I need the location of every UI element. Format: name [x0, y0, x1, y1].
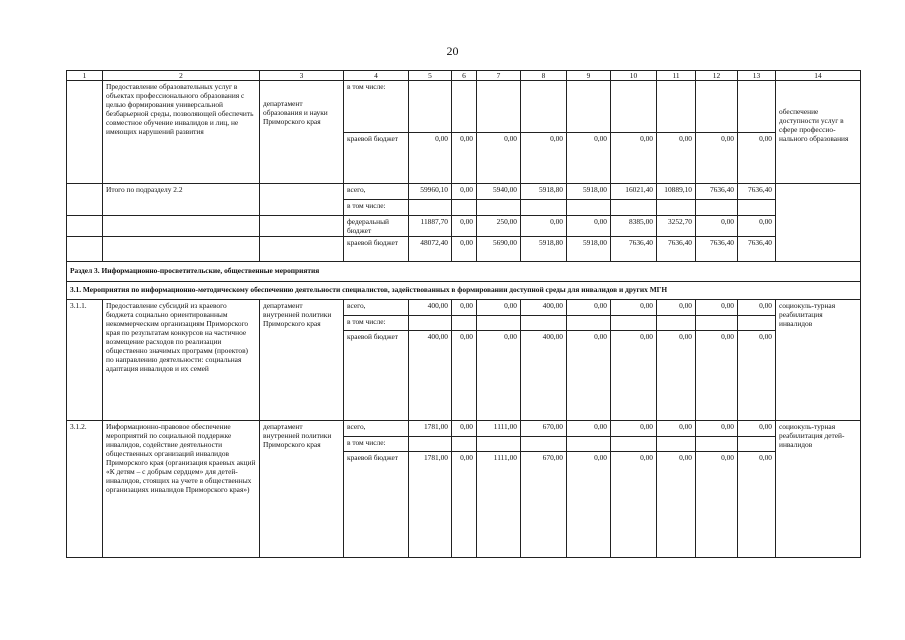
value-cell: 0,00	[696, 331, 738, 421]
value-cell: 5940,00	[477, 184, 521, 200]
program-table	[66, 70, 861, 558]
value-cell: 0,00	[738, 452, 776, 558]
result-cell: социокуль-турная реабилитация детей-инвалидов	[776, 421, 861, 558]
value-cell: 250,00	[477, 216, 521, 237]
value-cell: 0,00	[567, 331, 611, 421]
column-number-3: 3	[260, 71, 344, 81]
funding-label: всего,	[344, 421, 409, 437]
value-cell: 400,00	[521, 300, 567, 316]
value-cell: 0,00	[452, 331, 477, 421]
value-cell: 400,00	[409, 300, 452, 316]
column-number-4: 4	[344, 71, 409, 81]
funding-label: федеральный бюджет	[344, 216, 409, 237]
value-cell: 0,00	[452, 421, 477, 437]
value-cell: 1781,00	[409, 421, 452, 437]
value-cell: 670,00	[521, 452, 567, 558]
value-cell: 0,00	[452, 184, 477, 200]
value-cell: 0,00	[567, 132, 611, 184]
funding-label: краевой бюджет	[344, 331, 409, 421]
column-number-10: 10	[611, 71, 657, 81]
value-cell: 1111,00	[477, 452, 521, 558]
column-number-14: 14	[776, 71, 861, 81]
value-cell: 0,00	[696, 216, 738, 237]
result-cell: обеспечение доступности услуг в сфере профессио-нального образования	[776, 81, 861, 184]
table-row	[67, 300, 861, 316]
value-cell: 7636,40	[657, 237, 696, 262]
value-cell: 0,00	[696, 421, 738, 437]
column-number-row	[67, 71, 861, 81]
value-cell: 0,00	[738, 421, 776, 437]
value-cell: 59960,10	[409, 184, 452, 200]
value-cell: 0,00	[696, 300, 738, 316]
value-cell: 0,00	[738, 300, 776, 316]
value-cell: 5918,00	[567, 184, 611, 200]
value-cell: 0,00	[611, 452, 657, 558]
result-cell: социокуль-турная реабилитация инвалидов	[776, 300, 861, 421]
column-number-7: 7	[477, 71, 521, 81]
column-number-13: 13	[738, 71, 776, 81]
value-cell: 7636,40	[696, 237, 738, 262]
item-number: 3.1.1.	[67, 300, 103, 421]
table-row	[67, 421, 861, 437]
column-number-6: 6	[452, 71, 477, 81]
funding-label: в том числе:	[344, 316, 409, 331]
funding-label: краевой бюджет	[344, 132, 409, 184]
column-number-9: 9	[567, 71, 611, 81]
funding-label: в том числе:	[344, 81, 409, 133]
value-cell: 0,00	[696, 132, 738, 184]
value-cell: 0,00	[521, 216, 567, 237]
funding-label: краевой бюджет	[344, 237, 409, 262]
value-cell: 11887,70	[409, 216, 452, 237]
value-cell: 0,00	[477, 331, 521, 421]
funding-label: всего,	[344, 300, 409, 316]
value-cell: 8385,00	[611, 216, 657, 237]
executor-cell: департамент внутренней политики Приморского края	[260, 300, 344, 421]
section-row	[67, 262, 861, 282]
measure-description: Информационно-правовое обеспечение мероприятий по социальной поддержке инвалидов, содействие деятельности общественных организаций инвалидов Приморского края (организация краевых акций «К детям – с добрым сердцем» для детей-инвалидов, стоящих на учете в общественных организациях инвалидов Приморского края»)	[103, 421, 260, 558]
value-cell: 0,00	[696, 452, 738, 558]
funding-label: в том числе:	[344, 437, 409, 452]
value-cell: 0,00	[452, 216, 477, 237]
value-cell: 0,00	[611, 132, 657, 184]
value-cell: 1111,00	[477, 421, 521, 437]
value-cell: 5690,00	[477, 237, 521, 262]
value-cell: 0,00	[567, 452, 611, 558]
value-cell: 0,00	[657, 331, 696, 421]
column-number-1: 1	[67, 71, 103, 81]
table-row	[67, 81, 861, 133]
value-cell: 0,00	[611, 331, 657, 421]
value-cell: 0,00	[477, 132, 521, 184]
measure-description: Предоставление образовательных услуг в объектах профессионального образования с целью формирования универсальной безбарьерной среды, позволяющей обеспечить совместное обучение инвалидов и лиц, не имеющих нарушений развития	[103, 81, 260, 184]
value-cell: 0,00	[657, 300, 696, 316]
value-cell: 0,00	[657, 421, 696, 437]
executor-cell: департамент образования и науки Приморского края	[260, 81, 344, 184]
value-cell: 400,00	[409, 331, 452, 421]
value-cell: 0,00	[452, 132, 477, 184]
funding-label: краевой бюджет	[344, 452, 409, 558]
column-number-11: 11	[657, 71, 696, 81]
value-cell: 7636,40	[738, 184, 776, 200]
value-cell: 400,00	[521, 331, 567, 421]
item-number: 3.1.2.	[67, 421, 103, 558]
measure-description: Предоставление субсидий из краевого бюджета социально ориентированным некоммерческим организациям Приморского края по результатам конкурсов на частичное возмещение расходов по реализации общественно значимых программ (проектов) по направлению деятельности: социальная адаптация инвалидов и их семей	[103, 300, 260, 421]
value-cell: 16021,40	[611, 184, 657, 200]
page-number: 20	[446, 44, 459, 58]
value-cell: 0,00	[738, 132, 776, 184]
funding-label: в том числе:	[344, 200, 409, 216]
executor-cell: департамент внутренней политики Приморского края	[260, 421, 344, 558]
funding-label: всего,	[344, 184, 409, 200]
value-cell: 670,00	[521, 421, 567, 437]
value-cell: 0,00	[452, 452, 477, 558]
subtotal-label: Итого по подразделу 2.2	[103, 184, 260, 216]
table-row	[67, 237, 861, 262]
value-cell: 0,00	[611, 421, 657, 437]
value-cell: 48072,40	[409, 237, 452, 262]
value-cell: 0,00	[657, 452, 696, 558]
table-row	[67, 216, 861, 237]
value-cell: 0,00	[611, 300, 657, 316]
value-cell: 0,00	[567, 300, 611, 316]
value-cell: 7636,40	[738, 237, 776, 262]
value-cell: 3252,70	[657, 216, 696, 237]
value-cell: 7636,40	[611, 237, 657, 262]
column-number-2: 2	[103, 71, 260, 81]
value-cell: 10889,10	[657, 184, 696, 200]
value-cell: 0,00	[452, 237, 477, 262]
value-cell: 0,00	[738, 216, 776, 237]
column-number-8: 8	[521, 71, 567, 81]
column-number-12: 12	[696, 71, 738, 81]
subsection-title: 3.1. Мероприятия по информационно-методическому обеспечению деятельности специалистов, задействованных в формировании доступной среды для инвалидов и других МГН	[67, 282, 861, 300]
value-cell: 0,00	[567, 421, 611, 437]
value-cell: 0,00	[452, 300, 477, 316]
section-title: Раздел 3. Информационно-просветительские, общественные мероприятия	[67, 262, 861, 282]
value-cell: 0,00	[567, 216, 611, 237]
value-cell: 0,00	[409, 132, 452, 184]
column-number-5: 5	[409, 71, 452, 81]
value-cell: 0,00	[657, 132, 696, 184]
subsection-row	[67, 282, 861, 300]
value-cell: 5918,80	[521, 237, 567, 262]
value-cell: 5918,00	[567, 237, 611, 262]
table-row	[67, 184, 861, 200]
value-cell: 0,00	[738, 331, 776, 421]
value-cell: 0,00	[521, 132, 567, 184]
value-cell: 5918,80	[521, 184, 567, 200]
value-cell: 7636,40	[696, 184, 738, 200]
value-cell: 1781,00	[409, 452, 452, 558]
value-cell: 0,00	[477, 300, 521, 316]
